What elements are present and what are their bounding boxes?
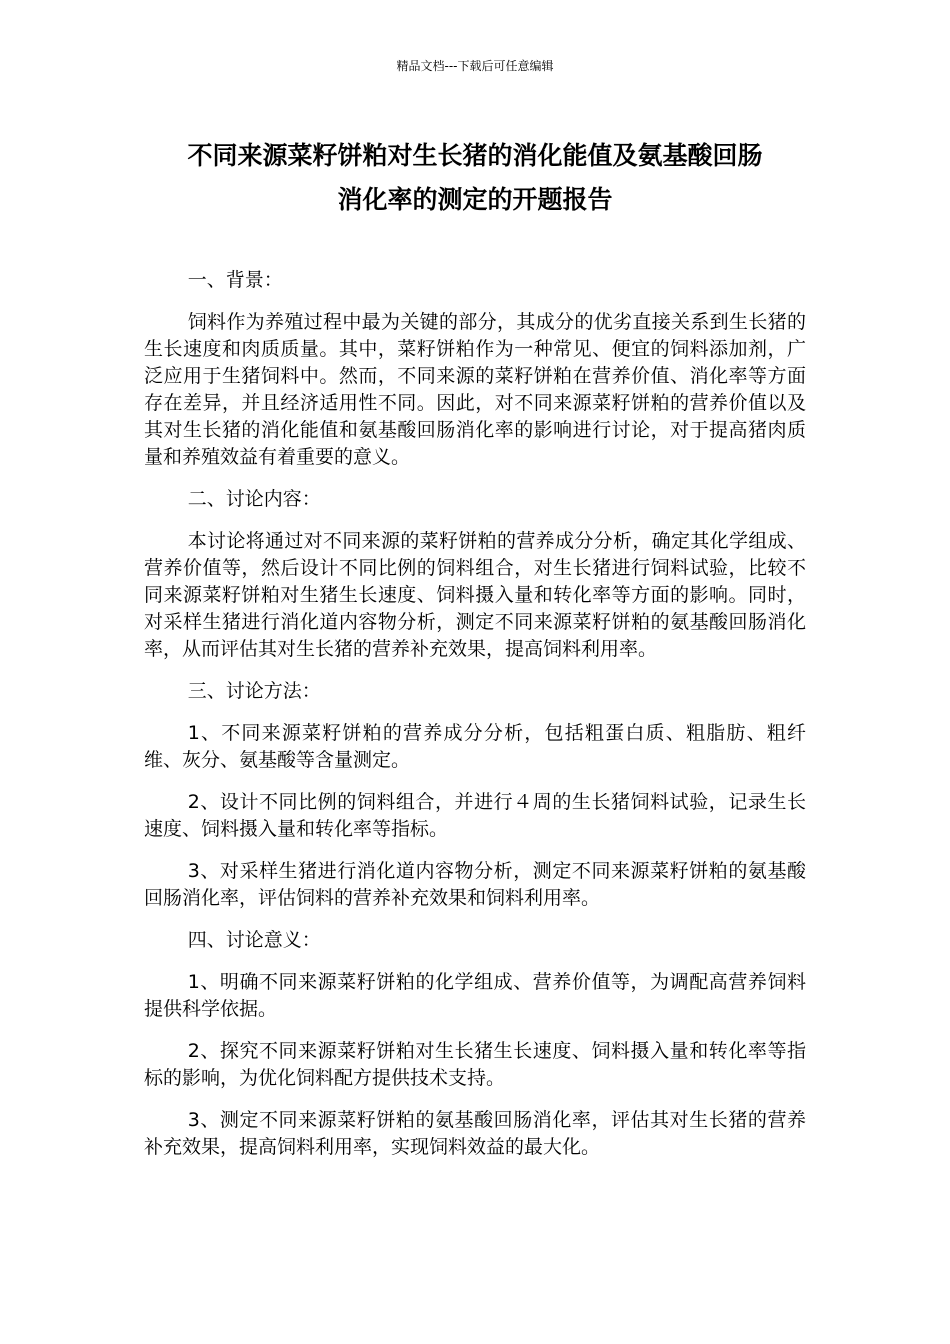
paragraph-background: 饲料作为养殖过程中最为关键的部分，其成分的优劣直接关系到生长猪的生长速度和肉质质量。其中，菜籽饼粕作为一种常见、便宜的饲料添加剂，广泛应用于生猪饲料中。然而，不同来源的菜籽饼粕在营养价值、消化率等方面存在差异，并且经济适用性不同。因此，对不同来源菜籽饼粕的营养价值以及其对生长猪的消化能值和氨基酸回肠消化率的影响进行讨论，对于提高猪肉质量和养殖效益有着重要的意义。 (144, 311, 806, 468)
section-heading-content: 二、讨论内容： (187, 488, 321, 510)
method-item-1: 1、不同来源菜籽饼粕的营养成分分析，包括粗蛋白质、粗脂肪、粗纤维、灰分、氨基酸等含量测定。 (144, 722, 806, 771)
significance-item-2: 2、探究不同来源菜籽饼粕对生长猪生长速度、饲料摄入量和转化率等指标的影响，为优化饲料配方提供技术支持。 (144, 1040, 806, 1089)
document-body (144, 267, 806, 1176)
document-title (140, 134, 810, 222)
section-heading-background: 一、背景： (187, 269, 283, 291)
method-item-3: 3、对采样生猪进行消化道内容物分析，测定不同来源菜籽饼粕的氨基酸回肠消化率，评估饲料的营养补充效果和饲料利用率。 (144, 860, 806, 909)
title-line-1: 不同来源菜籽饼粕对生长猪的消化能值及氨基酸回肠 (187, 141, 763, 170)
header-note: 精品文档---下载后可任意编辑 (396, 59, 554, 73)
section-heading-significance: 四、讨论意义： (187, 929, 321, 951)
paragraph-content: 本讨论将通过对不同来源的菜籽饼粕的营养成分分析，确定其化学组成、营养价值等，然后设计不同比例的饲料组合，对生长猪进行饲料试验，比较不同来源菜籽饼粕对生猪生长速度、饲料摄入量和转化率等方面的影响。同时，对采样生猪进行消化道内容物分析，测定不同来源菜籽饼粕的氨基酸回肠消化率，从而评估其对生长猪的营养补充效果，提高饲料利用率。 (144, 530, 806, 660)
section-heading-method: 三、讨论方法： (187, 680, 321, 702)
significance-item-1: 1、明确不同来源菜籽饼粕的化学组成、营养价值等，为调配高营养饲料提供科学依据。 (144, 971, 806, 1020)
significance-item-3: 3、测定不同来源菜籽饼粕的氨基酸回肠消化率，评估其对生长猪的营养补充效果，提高饲料利用率，实现饲料效益的最大化。 (144, 1109, 806, 1158)
method-item-2: 2、设计不同比例的饲料组合，并进行４周的生长猪饲料试验，记录生长速度、饲料摄入量和转化率等指标。 (144, 791, 806, 840)
title-line-2: 消化率的测定的开题报告 (337, 185, 613, 214)
